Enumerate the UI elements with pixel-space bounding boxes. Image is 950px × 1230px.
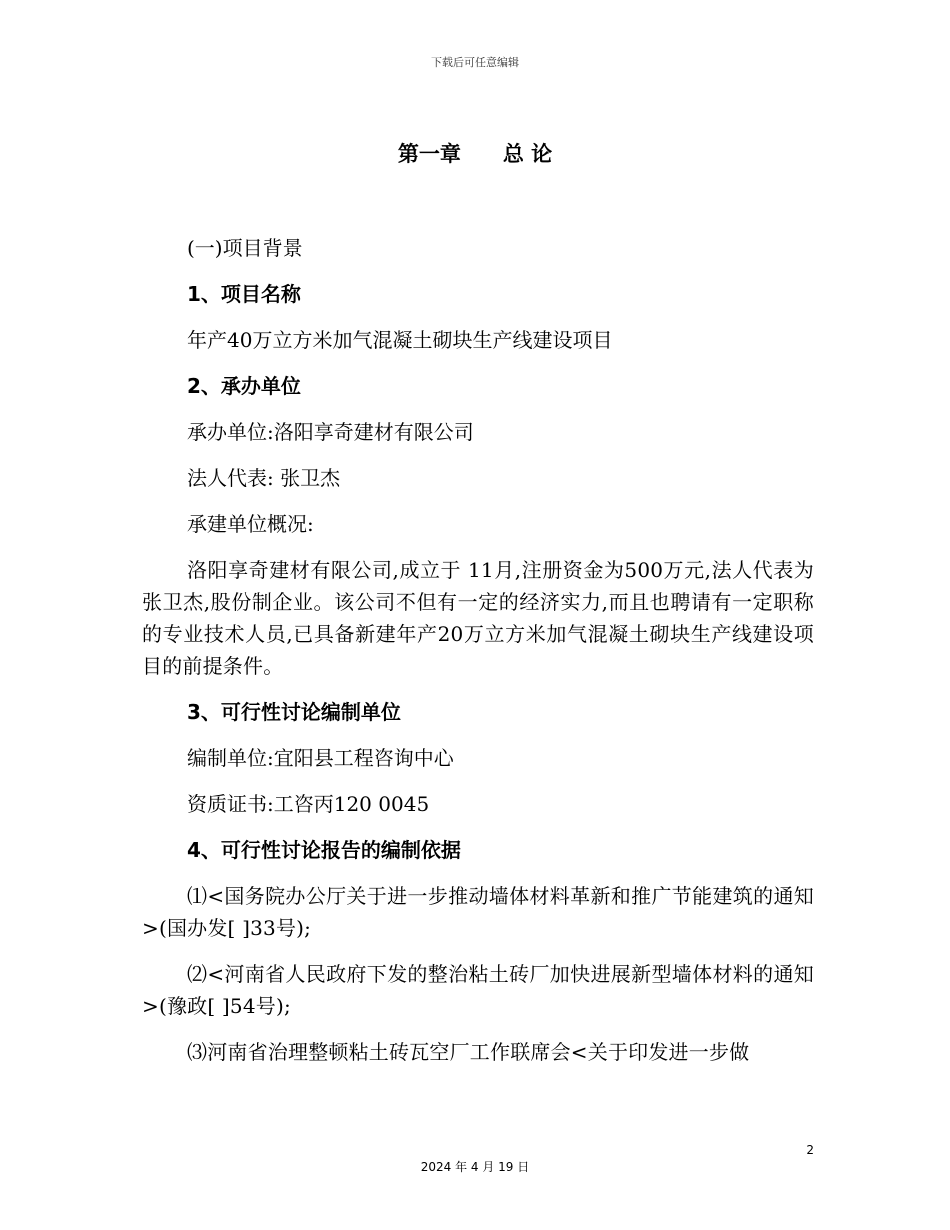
project-name-text: 年产40万立方米加气混凝土砌块生产线建设项目 [187,328,613,352]
basis-item-3: ⑶河南省治理整顿粘土砖瓦空厂工作联席会<关于印发进一步做 [187,1040,750,1064]
heading-basis: 4、可行性讨论报告的编制依据 [187,838,461,862]
basis-item-1: ⑴<国务院办公厅关于进一步推动墙体材料革新和推广节能建筑的通知>(国办发[ ]33号); [142,884,814,940]
legal-rep-text: 法人代表: 张卫杰 [187,466,341,490]
footer-date: 2024 年 4 月 19 日 [420,1160,530,1174]
page-number: 2 [806,1143,814,1157]
overview-paragraph: 洛阳享奇建材有限公司,成立于 11月,注册资金为500万元,法人代表为张卫杰,股份制企业。该公司不但有一定的经济实力,而且也聘请有一定职称的专业技术人员,已具备新建年产20万立方米加气混凝土砌块生产线建设项目的前提条件。 [142,558,814,678]
undertaker-text: 承办单位:洛阳享奇建材有限公司 [187,420,474,444]
compiler-text: 编制单位:宜阳县工程咨询中心 [187,746,454,770]
header-note: 下载后可任意编辑 [431,56,519,69]
section-label: (一)项目背景 [187,236,303,260]
heading-project-name: 1、项目名称 [187,282,301,306]
certificate-text: 资质证书:工咨丙120 0045 [187,792,430,816]
overview-label: 承建单位概况: [187,512,314,536]
document-body [142,232,814,1082]
basis-item-2: ⑵<河南省人民政府下发的整治粘土砖厂加快进展新型墙体材料的通知>(豫政[ ]54号); [142,962,814,1018]
chapter-title: 第一章 总 论 [397,142,553,166]
heading-undertaker: 2、承办单位 [187,374,301,398]
heading-compiler: 3、可行性讨论编制单位 [187,700,401,724]
